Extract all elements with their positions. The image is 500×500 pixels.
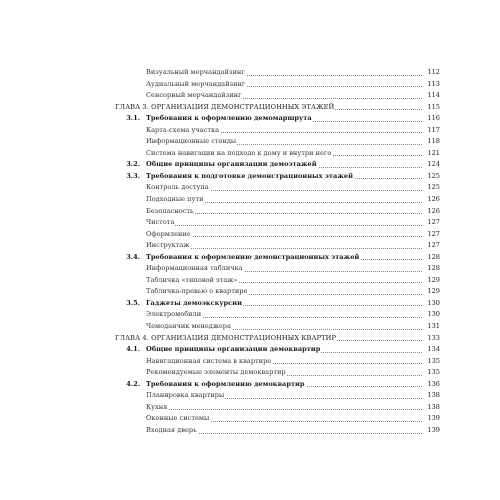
page-number: 127 xyxy=(424,217,440,229)
toc-subsection-entry xyxy=(115,79,440,91)
page-number: 131 xyxy=(424,321,440,333)
entry-title: Подходные пути xyxy=(146,194,205,206)
entry-title: Безопасность xyxy=(146,206,195,218)
toc-subsection-entry xyxy=(115,194,440,206)
entry-title: Чемоданчик менеджера xyxy=(146,321,232,333)
entry-title: Рекомендуемые элементы демоквартир xyxy=(146,367,287,379)
toc-subsection-entry xyxy=(115,125,440,137)
entry-title: Сенсорный мерчандайзинг xyxy=(146,90,243,102)
entry-title: Планировка квартиры xyxy=(146,390,225,402)
entry-title: Оформление xyxy=(146,229,192,241)
entry-title: Табличка «типовой этаж» xyxy=(146,275,238,287)
page-number: 135 xyxy=(424,367,440,379)
entry-title: ГЛАВА 4. ОРГАНИЗАЦИЯ ДЕМОНСТРАЦИОННЫХ КВАРТИР xyxy=(115,333,337,345)
toc-section-entry xyxy=(115,159,440,171)
page-number: 128 xyxy=(424,252,440,264)
section-number: 3.2. xyxy=(126,160,140,169)
entry-title: Визуальный мерчандайзинг xyxy=(146,67,246,79)
toc-subsection-entry xyxy=(115,240,440,252)
page-number: 126 xyxy=(424,206,440,218)
page-number: 126 xyxy=(424,194,440,206)
toc-subsection-entry xyxy=(115,148,440,160)
entry-title: Информационная табличка xyxy=(146,263,244,275)
page-number: 121 xyxy=(424,148,440,160)
section-number: 3.5. xyxy=(126,298,140,307)
toc-subsection-entry xyxy=(115,425,440,437)
entry-title: Инструктаж xyxy=(146,240,190,252)
section-number: 3.3. xyxy=(126,171,140,180)
page-number: 130 xyxy=(424,309,440,321)
page-number: 125 xyxy=(424,182,440,194)
page-number: 117 xyxy=(424,125,440,137)
section-number: 3.4. xyxy=(126,252,140,261)
dot-leader xyxy=(146,409,422,410)
page-number: 112 xyxy=(424,67,440,79)
toc-chapter-entry xyxy=(115,102,440,114)
page-number: 129 xyxy=(424,286,440,298)
toc-subsection-entry xyxy=(115,275,440,287)
toc-subsection-entry xyxy=(115,413,440,425)
page-number: 124 xyxy=(424,159,440,171)
table-of-contents xyxy=(115,67,440,437)
page-number: 135 xyxy=(424,356,440,368)
page-number: 116 xyxy=(424,113,440,125)
page-number: 127 xyxy=(424,229,440,241)
toc-subsection-entry xyxy=(115,321,440,333)
entry-title: Табличка-превью о квартире xyxy=(146,286,248,298)
page-number: 115 xyxy=(424,102,440,114)
toc-subsection-entry xyxy=(115,217,440,229)
toc-subsection-entry xyxy=(115,67,440,79)
page-number: 136 xyxy=(424,379,440,391)
toc-subsection-entry xyxy=(115,136,440,148)
entry-title: Требования к оформлению демоквартир xyxy=(146,379,306,391)
entry-title: Требования к подготовке демонстрационных этажей xyxy=(146,171,354,183)
page-number: 128 xyxy=(424,263,440,275)
entry-title: Электромобили xyxy=(146,309,202,321)
toc-subsection-entry xyxy=(115,356,440,368)
section-number: 4.2. xyxy=(126,379,140,388)
toc-subsection-entry xyxy=(115,367,440,379)
entry-title: Чистота xyxy=(146,217,175,229)
entry-title: Гаджеты демоэкскурсии xyxy=(146,298,243,310)
page-number: 114 xyxy=(424,90,440,102)
section-number: 3.1. xyxy=(126,114,140,123)
toc-subsection-entry xyxy=(115,402,440,414)
toc-chapter-entry xyxy=(115,333,440,345)
page-number: 139 xyxy=(424,413,440,425)
entry-title: Кухня xyxy=(146,402,168,414)
page-number: 139 xyxy=(424,425,440,437)
page-number: 118 xyxy=(424,136,440,148)
entry-title: Информационные стенды xyxy=(146,136,237,148)
toc-subsection-entry xyxy=(115,286,440,298)
page-number: 138 xyxy=(424,390,440,402)
toc-section-entry xyxy=(115,171,440,183)
page-number: 134 xyxy=(424,344,440,356)
toc-subsection-entry xyxy=(115,182,440,194)
entry-title: Карта-схема участка xyxy=(146,125,220,137)
page-number: 133 xyxy=(424,333,440,345)
page-number: 127 xyxy=(424,240,440,252)
toc-section-entry xyxy=(115,298,440,310)
dot-leader xyxy=(146,225,422,226)
page-number: 130 xyxy=(424,298,440,310)
toc-subsection-entry xyxy=(115,90,440,102)
entry-title: Общие принципы организации демоэтажей xyxy=(146,159,318,171)
page-number: 138 xyxy=(424,402,440,414)
toc-subsection-entry xyxy=(115,206,440,218)
toc-section-entry xyxy=(115,113,440,125)
section-number: 4.1. xyxy=(126,345,140,354)
entry-title: Требования к оформлению демомаршрута xyxy=(146,113,313,125)
entry-title: Система навигации на подходе к дому и внутри него xyxy=(146,148,332,160)
toc-subsection-entry xyxy=(115,229,440,241)
toc-subsection-entry xyxy=(115,390,440,402)
toc-section-entry xyxy=(115,252,440,264)
entry-title: Общие принципы организации демоквартир xyxy=(146,344,321,356)
entry-title: Оконные системы xyxy=(146,413,210,425)
toc-section-entry xyxy=(115,379,440,391)
toc-subsection-entry xyxy=(115,263,440,275)
toc-section-entry xyxy=(115,344,440,356)
page-number: 129 xyxy=(424,275,440,287)
page-number: 113 xyxy=(424,79,440,91)
toc-subsection-entry xyxy=(115,309,440,321)
entry-title: Аудиальный мерчандайзинг xyxy=(146,79,246,91)
entry-title: Контроль доступа xyxy=(146,182,210,194)
entry-title: Навигационная система в квартире xyxy=(146,356,272,368)
entry-title: Входная дверь xyxy=(146,425,198,437)
entry-title: Требования к оформлению демонстрационных этажей xyxy=(146,252,360,264)
page-number: 125 xyxy=(424,171,440,183)
entry-title: ГЛАВА 3. ОРГАНИЗАЦИЯ ДЕМОНСТРАЦИОННЫХ ЭТАЖЕЙ xyxy=(115,102,335,114)
